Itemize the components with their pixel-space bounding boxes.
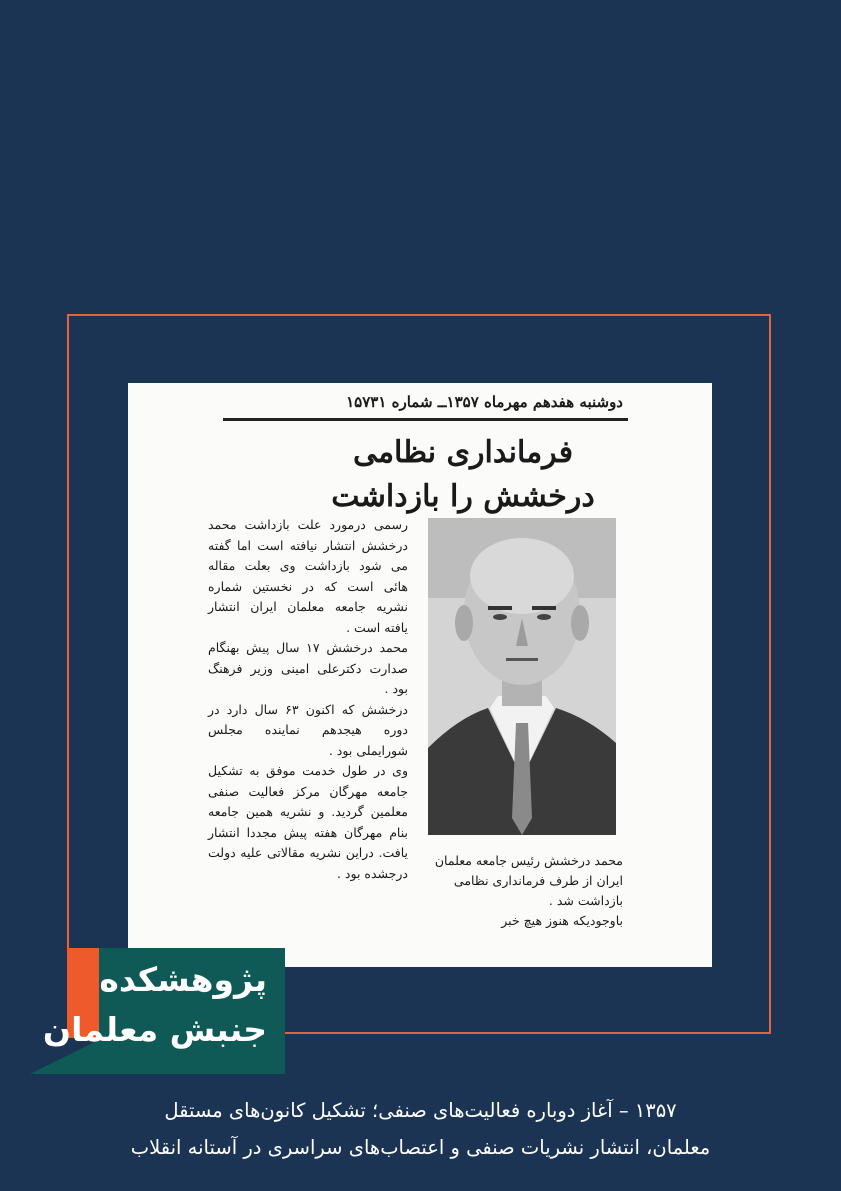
newspaper-dateline: دوشنبه هفدهم مهرماه ۱۳۵۷ــ شماره ۱۵۷۳۱ bbox=[346, 393, 623, 411]
caption-text: محمد درخشش رئیس جامعه معلمان ایران از طرف فرمانداری نظامی بازداشت شد . bbox=[434, 853, 623, 908]
article-paragraph: وی در طول خدمت موفق به تشکیل جامعه مهرگان مرکز فعالیت صنفی معلمین گردید. و نشریه همین جامعه بنام مهرگان هفته پیش مجددا انتشار یافت. دراین نشریه مقالاتی علیه دولت درجشده بود . bbox=[208, 763, 408, 881]
caption-continued-text: باوجودیکه هنوز هیچ خبر bbox=[501, 913, 623, 928]
institute-logo bbox=[42, 948, 285, 1074]
article-body bbox=[208, 515, 408, 884]
article-paragraph: محمد درخشش ۱۷ سال پیش بهنگام صدارت دکترعلی امینی وزیر فرهنگ بود . bbox=[208, 640, 409, 696]
logo-line-2: جنبش معلمان bbox=[42, 1010, 267, 1049]
article-paragraph: درخشش که اکنون ۶۳ سال دارد در دوره هیجدهم نماینده مجلس شورایملی بود . bbox=[208, 701, 409, 758]
footer-line-1: ۱۳۵۷ – آغاز دوباره فعالیت‌های صنفی؛ تشکیل کانون‌های مستقل bbox=[164, 1099, 677, 1122]
dateline-rule bbox=[223, 418, 628, 421]
footer-line-2: معلمان، انتشار نشریات صنفی و اعتصاب‌های سراسری در آستانه انقلاب bbox=[130, 1136, 711, 1159]
newspaper-headline: فرمانداری نظامی درخشش را بازداشت bbox=[331, 435, 595, 514]
footer-caption bbox=[30, 1092, 811, 1166]
photo-caption bbox=[423, 851, 623, 931]
logo-line-1: پژوهشکده bbox=[99, 960, 267, 999]
article-paragraph: رسمی درمورد علت بازداشت محمد درخشش انتشار نیافته است اما گفته می شود بازداشت وی بعلت مقاله هائی است که در نخستین شماره نشریه جامعه معلمان ایران انتشار یافته است . bbox=[208, 517, 408, 635]
newspaper-clipping bbox=[128, 383, 712, 967]
portrait-photo bbox=[428, 518, 616, 835]
